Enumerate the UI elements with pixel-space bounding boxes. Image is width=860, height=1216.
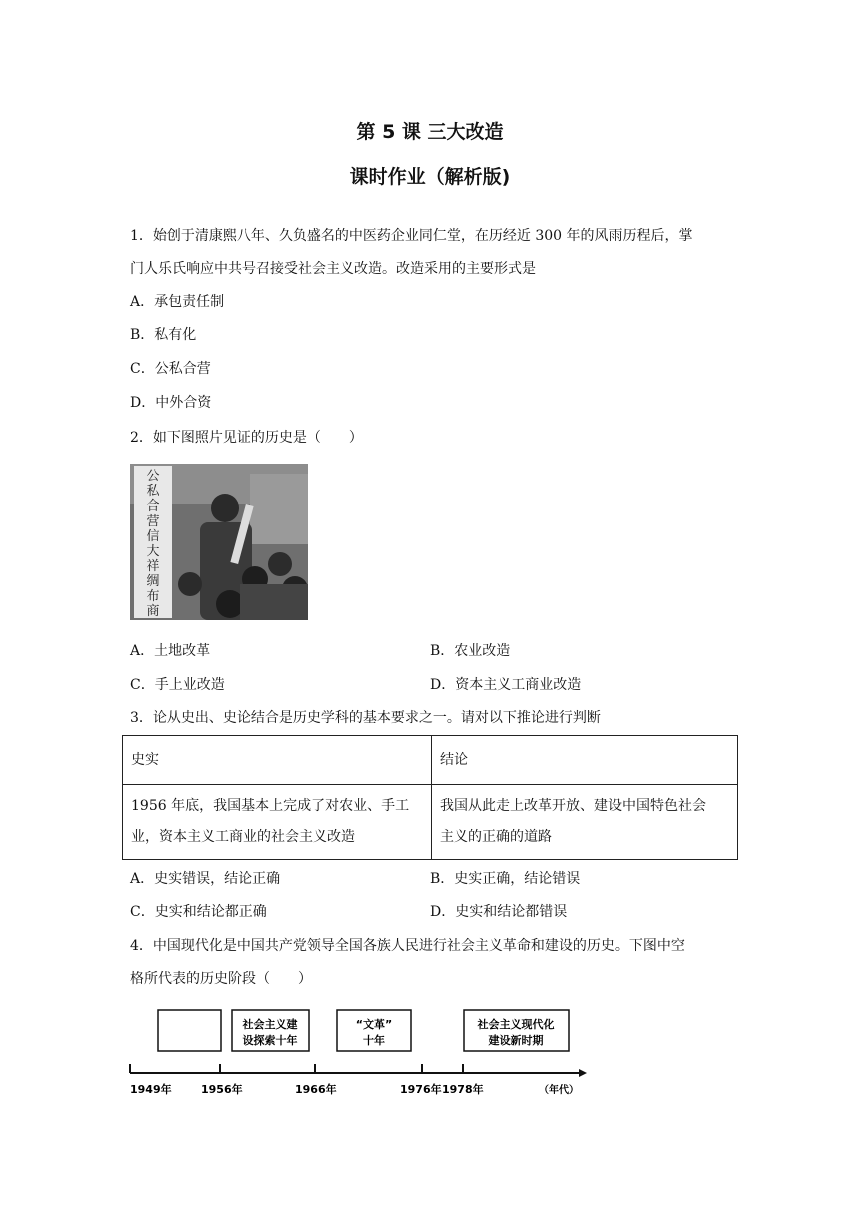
banner-char: 大	[146, 544, 160, 559]
q2-stem: 2．如下图照片见证的历史是（ ）	[130, 430, 363, 446]
q1-option-c[interactable]: C．公私合营	[130, 361, 211, 377]
banner-char: 绸	[146, 574, 160, 589]
q1-stem-line1: 1．始创于清康熙八年、久负盛名的中医药企业同仁堂，在历经近 300 年的风雨历程后，掌	[130, 228, 693, 244]
banner-char: 私	[146, 484, 160, 499]
banner-char: 祥	[146, 559, 160, 574]
timeline-unit: （年代）	[539, 1085, 579, 1096]
table-header-conclusion: 结论	[432, 736, 738, 785]
timeline-arrow	[579, 1069, 587, 1077]
year-1978: 1978年	[442, 1083, 484, 1096]
q3-option-d[interactable]: D．史实和结论都错误	[430, 904, 568, 920]
facts-conclusion-table	[122, 735, 738, 860]
q2-option-d[interactable]: D．资本主义工商业改造	[430, 677, 582, 693]
q3-option-a[interactable]: A．史实错误，结论正确	[130, 871, 281, 887]
q2-option-b[interactable]: B．农业改造	[430, 643, 511, 659]
table-cell-facts	[123, 785, 432, 860]
q3-option-b[interactable]: B．史实正确，结论错误	[430, 871, 581, 887]
box3-line2: 十年	[363, 1034, 385, 1047]
box4-line1: 社会主义现代化	[477, 1018, 555, 1031]
q1-option-a[interactable]: A．承包责任制	[130, 294, 225, 310]
facts-line1: 1956 年底，我国基本上完成了对农业、手工	[131, 798, 410, 814]
banner-char: 信	[146, 529, 160, 544]
banner-char: 布	[146, 589, 160, 604]
box4-line2: 建设新时期	[488, 1034, 544, 1047]
q2-option-c[interactable]: C．手上业改造	[130, 677, 225, 693]
history-timeline	[127, 1004, 587, 1100]
table-header-facts: 史实	[123, 736, 432, 785]
banner-char: 合	[146, 499, 160, 514]
photo-banner-text	[146, 469, 160, 619]
timeline-blank-box	[158, 1010, 221, 1051]
q1-stem-line2: 门人乐氏响应中共号召接受社会主义改造。改造采用的主要形式是	[130, 261, 536, 277]
box3-line1: “文革”	[355, 1018, 393, 1031]
conclusion-line1: 我国从此走上改革开放、建设中国特色社会	[440, 798, 706, 814]
lesson-title: 第 5 课 三大改造	[356, 121, 504, 143]
box2-line1: 社会主义建	[242, 1018, 298, 1031]
year-1976: 1976年	[400, 1083, 442, 1096]
lesson-subtitle: 课时作业（解析版)	[349, 166, 511, 188]
q4-stem-line1: 4．中国现代化是中国共产党领导全国各族人民进行社会主义革命和建设的历史。下图中空	[130, 938, 685, 954]
box2-line2: 设探索十年	[242, 1034, 298, 1047]
q1-option-b[interactable]: B．私有化	[130, 327, 197, 343]
table-cell-conclusion	[432, 785, 738, 860]
year-1956: 1956年	[201, 1083, 243, 1096]
facts-line2: 业，资本主义工商业的社会主义改造	[131, 829, 355, 845]
banner-char: 公	[146, 469, 160, 484]
historical-photo	[130, 464, 308, 620]
q2-option-a[interactable]: A．土地改革	[130, 643, 211, 659]
year-1966: 1966年	[295, 1083, 337, 1096]
q4-stem-line2: 格所代表的历史阶段（ ）	[130, 971, 312, 987]
banner-char: 营	[146, 514, 160, 529]
q1-option-d[interactable]: D．中外合资	[130, 395, 212, 411]
banner-char: 商	[146, 604, 160, 619]
year-1949: 1949年	[130, 1083, 172, 1096]
conclusion-line2: 主义的正确的道路	[440, 829, 552, 845]
q3-option-c[interactable]: C．史实和结论都正确	[130, 904, 267, 920]
q3-stem: 3．论从史出、史论结合是历史学科的基本要求之一。请对以下推论进行判断	[130, 710, 601, 726]
